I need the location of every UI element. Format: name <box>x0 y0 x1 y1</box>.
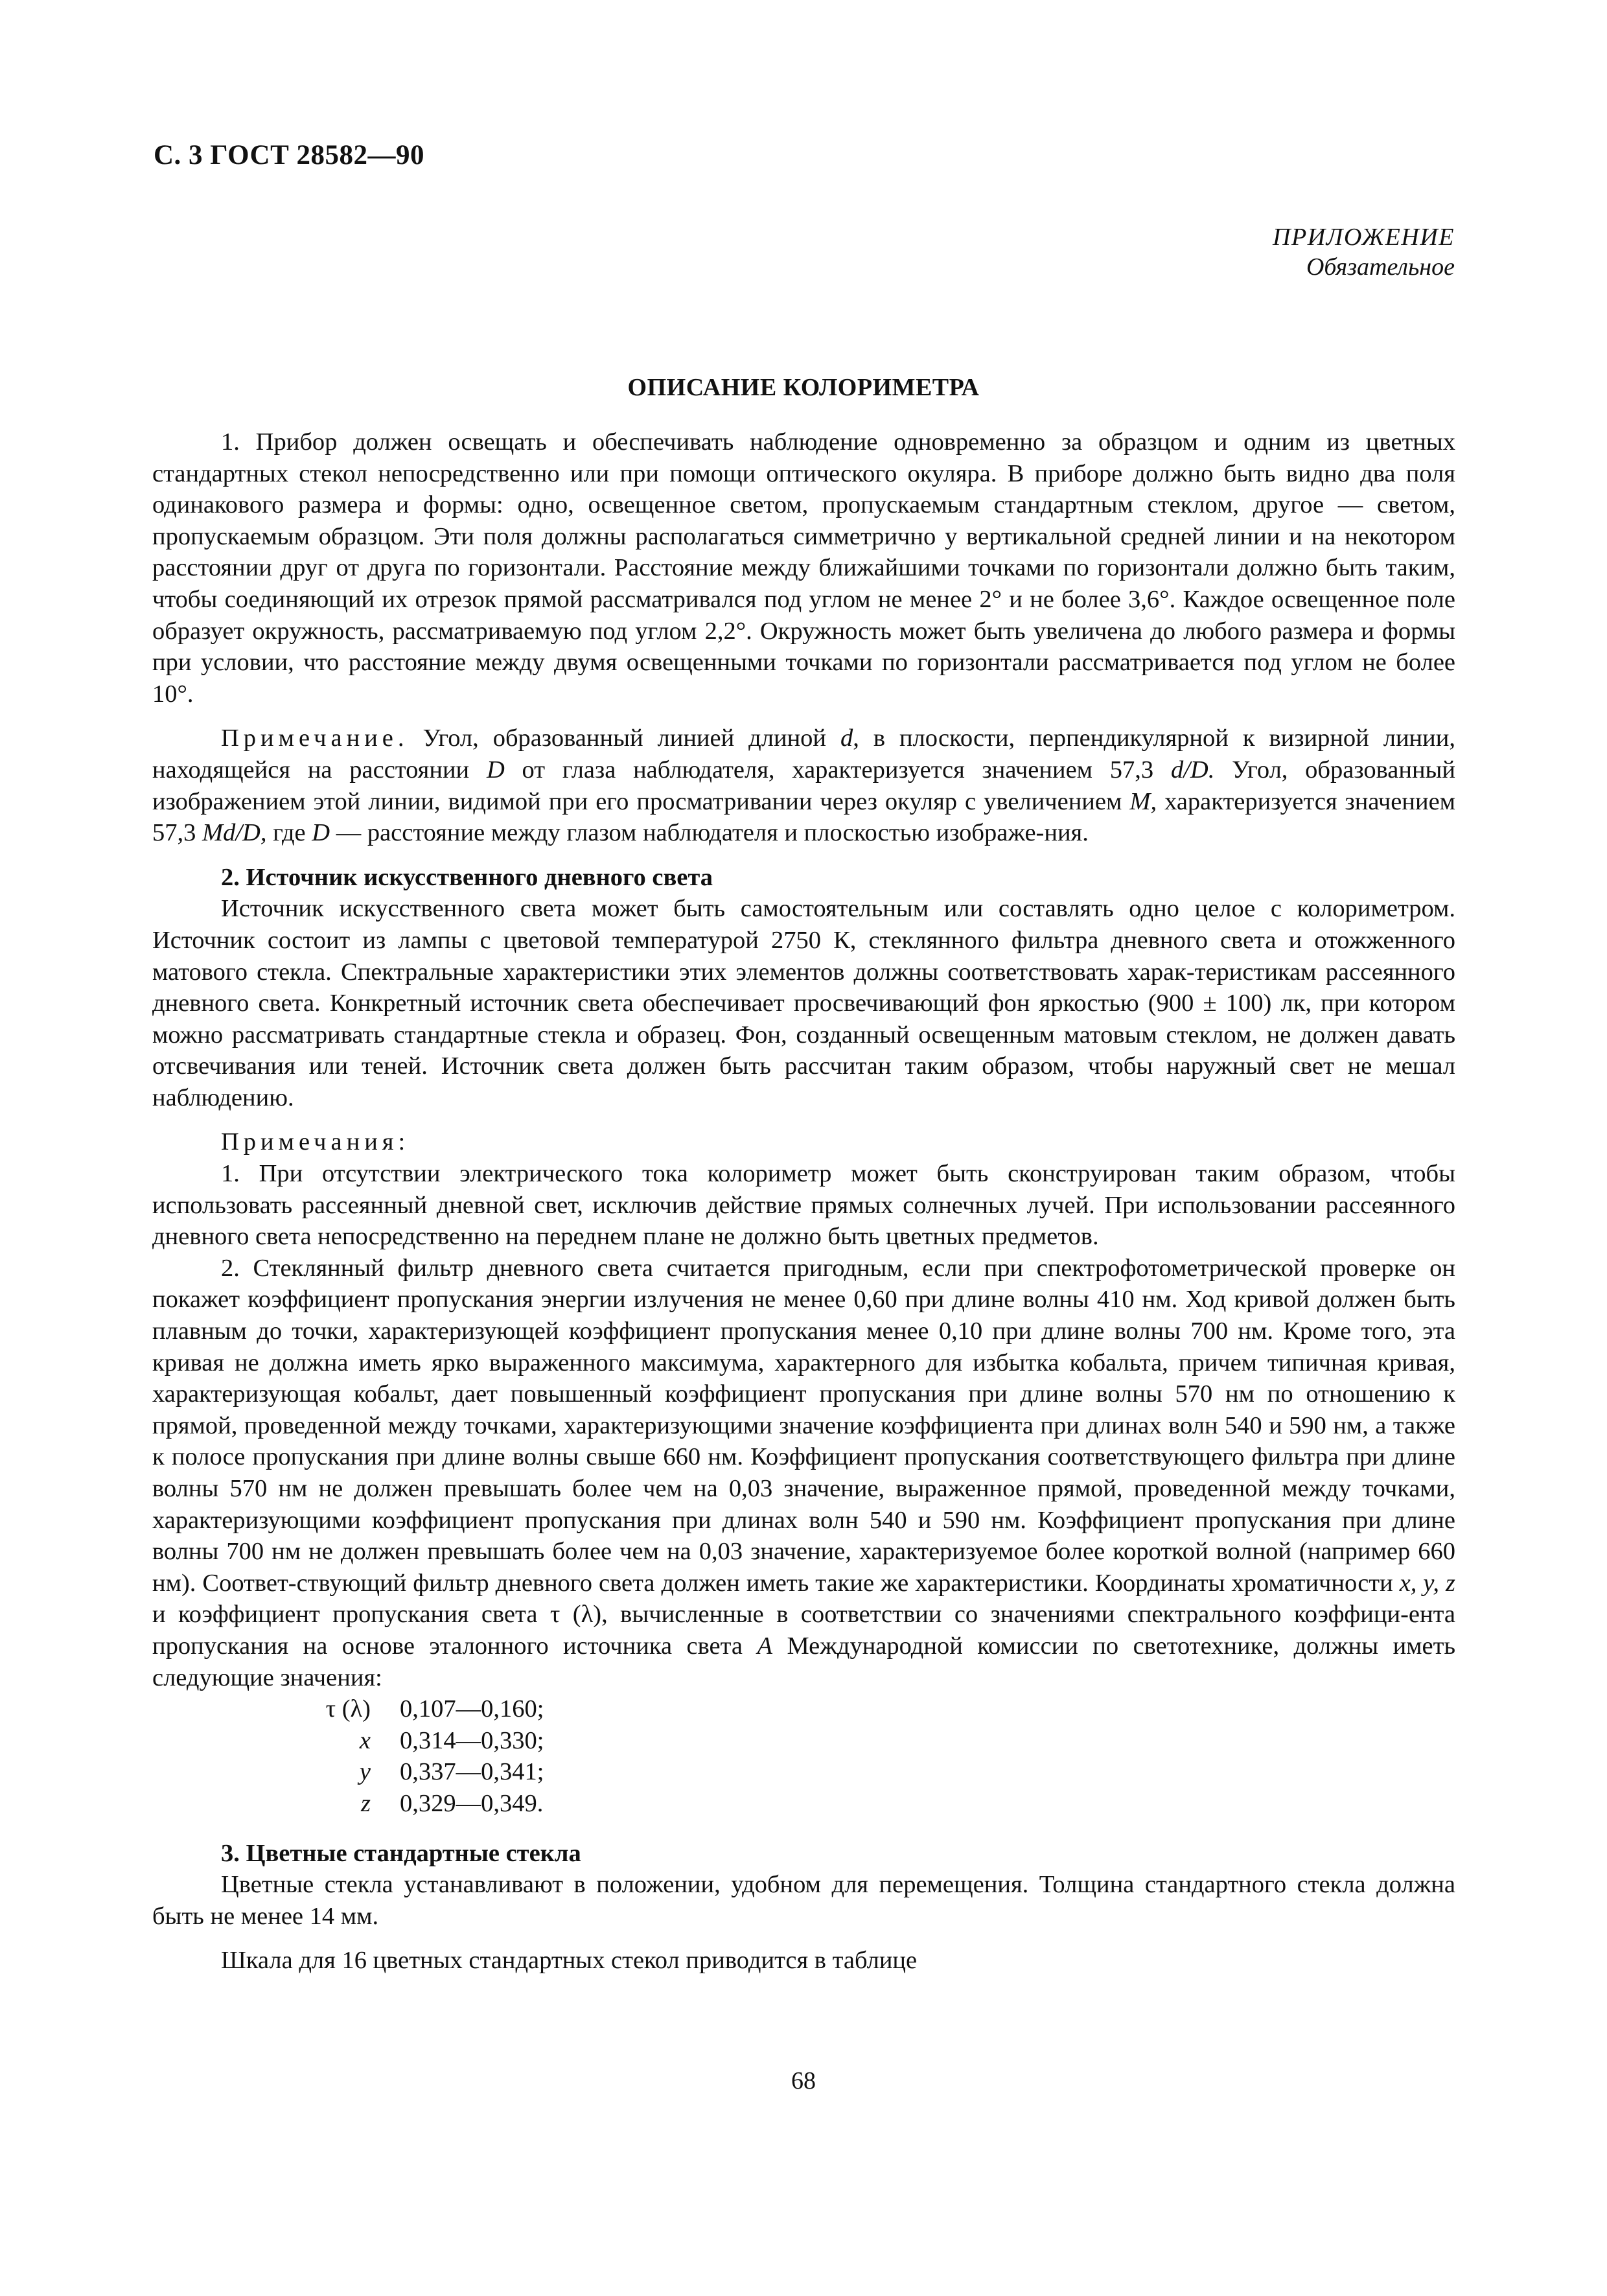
note-variable: d <box>840 725 853 752</box>
section-2-notes-label <box>152 1126 1455 1158</box>
note-text: Угол, образованный изображением этой линии, видимой при его просматривании через окуляр с увеличением <box>152 756 1456 815</box>
value-row <box>286 1693 1455 1725</box>
note-text: , в плоскости, перпендикулярной к визирной линии, находящейся на расстоянии <box>152 725 1455 783</box>
value-symbol: z <box>361 1789 371 1817</box>
note-variable: D <box>312 819 330 847</box>
page-number: 68 <box>791 2067 816 2094</box>
section-2-heading: 2. Источник искусственного дневного света <box>221 863 713 891</box>
value-symbol: x <box>359 1726 371 1754</box>
value-range: 0,337—0,341; <box>400 1758 544 1786</box>
note-text: где <box>273 819 306 847</box>
document-title: ОПИСАНИЕ КОЛОРИМЕТРА <box>627 374 980 401</box>
appendix-mark <box>1273 222 1455 282</box>
notes-label: Примечания: <box>221 1128 410 1156</box>
section-3-paragraph-2: Шкала для 16 цветных стандартных стекол приводится в таблице <box>221 1947 918 1975</box>
note-text: 2. Стеклянный фильтр дневного света считается пригодным, если при спектрофотометрической проверке он покажет коэффициент пропускания энергии излучения не менее 0,60 при длине волны 410 нм. Ход кривой должен быть плавным до точки, характеризующей коэффициент пропускания менее 0,10 при длине волны 700 нм. Кроме того, эта кривая не должна иметь ярко выраженного максимума, характерного для избытка кобальта, причем типичная кривая, характеризующая кобальт, дает повышенный коэффициент пропускания при длине волны 570 нм по отношению к прямой, проведенной между точками, характеризующими значение коэффициента при длинах волн 540 и 590 нм, а также к полосе пропускания при длине волны свыше 660 нм. Коэффициент пропускания соответствующего фильтра при длине волны 570 нм не должен превышать более чем на 0,03 значение, выраженное прямой, проведенной между точками, характеризующими коэффициент пропускания при длинах волн 540 и 590 нм. Коэффициент пропускания при длине волны 700 нм не должен превышать более чем на 0,03 значение, характеризуемое более короткой волной (например 660 нм). Соответ-ствующий фильтр дневного света должен иметь такие же характеристики. Координаты хроматичности <box>152 1254 1455 1597</box>
note-text: — расстояние между глазом наблюдателя и плоскостью изображе-ния. <box>336 819 1089 847</box>
page-header: С. 3 ГОСТ 28582—90 <box>154 140 425 170</box>
value-range: 0,314—0,330; <box>400 1726 544 1754</box>
note-text: Международной комиссии по светотехнике, должны иметь следующие значения: <box>152 1632 1456 1691</box>
note-variable: d/D. <box>1170 756 1215 783</box>
section-3-heading: 3. Цветные стандартные стекла <box>221 1839 581 1867</box>
document-body <box>152 426 1455 1977</box>
value-row <box>286 1788 1455 1820</box>
note-text: и коэффициент пропускания света τ (λ), вычисленные в соответствии со значениями спектрального коэффици-ента пропускания на основе эталонного источника света <box>152 1601 1455 1660</box>
note-text: Угол, образованный линией длиной <box>422 725 827 752</box>
section-1-paragraph: 1. Прибор должен освещать и обеспечивать наблюдение одновременно за образцом и одним из цветных стандартных стекол непосредственно или при помощи оптического окуляра. В приборе должно быть видно два поля одинакового размера и формы: одно, освещенное светом, пропускаемым стандартным стеклом, другое — светом, пропускаемым образцом. Эти поля должны располагаться симметрично у вертикальной средней линии и на некотором расстоянии друг от друга по горизонтали. Расстояние между ближайшими точками по горизонтали должно быть таким, чтобы соединяющий их отрезок прямой рассматривался под углом не менее 2° и не более 3,6°. Каждое освещенное поле образует окружность, рассматриваемую под углом 2,2°. Окружность может быть увеличена до любого размера и формы при условии, что расстояние между двумя освещенными точками по горизонтали рассматривается под углом не более 10°. <box>152 428 1455 708</box>
note-label: Примечание. <box>221 725 409 752</box>
section-1-note <box>152 723 1455 848</box>
section-2-note-2 <box>152 1253 1455 1693</box>
appendix-label: ПРИЛОЖЕНИЕ <box>1273 224 1455 251</box>
value-range: 0,107—0,160; <box>400 1695 544 1723</box>
section-2-paragraph: Источник искусственного света может быть самостоятельным или составлять одно целое с колориметром. Источник состоит из лампы с цветовой температурой 2750 К, стеклянного фильтра дневного света и отожженного матового стекла. Спектральные характеристики этих элементов должны соответствовать харак-теристикам рассеянного дневного света. Конкретный источник света обеспечивает просвечивающий фон яркостью (900 ± 100) лк, при котором можно рассматривать стандартные стекла и образец. Фон, созданный освещенным матовым стеклом, не должен давать отсвечивания или теней. Источник света должен быть рассчитан таким образом, чтобы наружный свет не мешал наблюдению. <box>152 895 1455 1111</box>
chromaticity-values <box>152 1693 1455 1819</box>
note-variable: A <box>757 1632 772 1660</box>
value-row <box>286 1725 1455 1757</box>
value-symbol: y <box>359 1758 371 1786</box>
value-range: 0,329—0,349. <box>400 1789 544 1817</box>
value-row <box>286 1756 1455 1788</box>
value-symbol: τ (λ) <box>325 1695 371 1723</box>
note-text: от глаза наблюдателя, характеризуется значением 57,3 <box>522 756 1154 783</box>
section-2-note-1: 1. При отсутствии электрического тока колориметр может быть сконструирован таким образом, чтобы использовать рассеянный дневной свет, исключив действие прямых солнечных лучей. При использовании рассеянного дневного света непосредственно на переднем плане не должно быть цветных предметов. <box>152 1160 1455 1251</box>
note-variable: x, y, z <box>1399 1569 1455 1597</box>
note-variable: M, <box>1129 787 1157 815</box>
appendix-status: Обязательное <box>1306 253 1455 281</box>
note-text: характеризуется значением 57,3 <box>152 787 1456 847</box>
note-variable: Md/D, <box>202 819 267 847</box>
note-variable: D <box>486 756 505 783</box>
section-3-paragraph-1: Цветные стекла устанавливают в положении, удобном для перемещения. Толщина стандартного стекла должна быть не менее 14 мм. <box>152 1871 1455 1930</box>
